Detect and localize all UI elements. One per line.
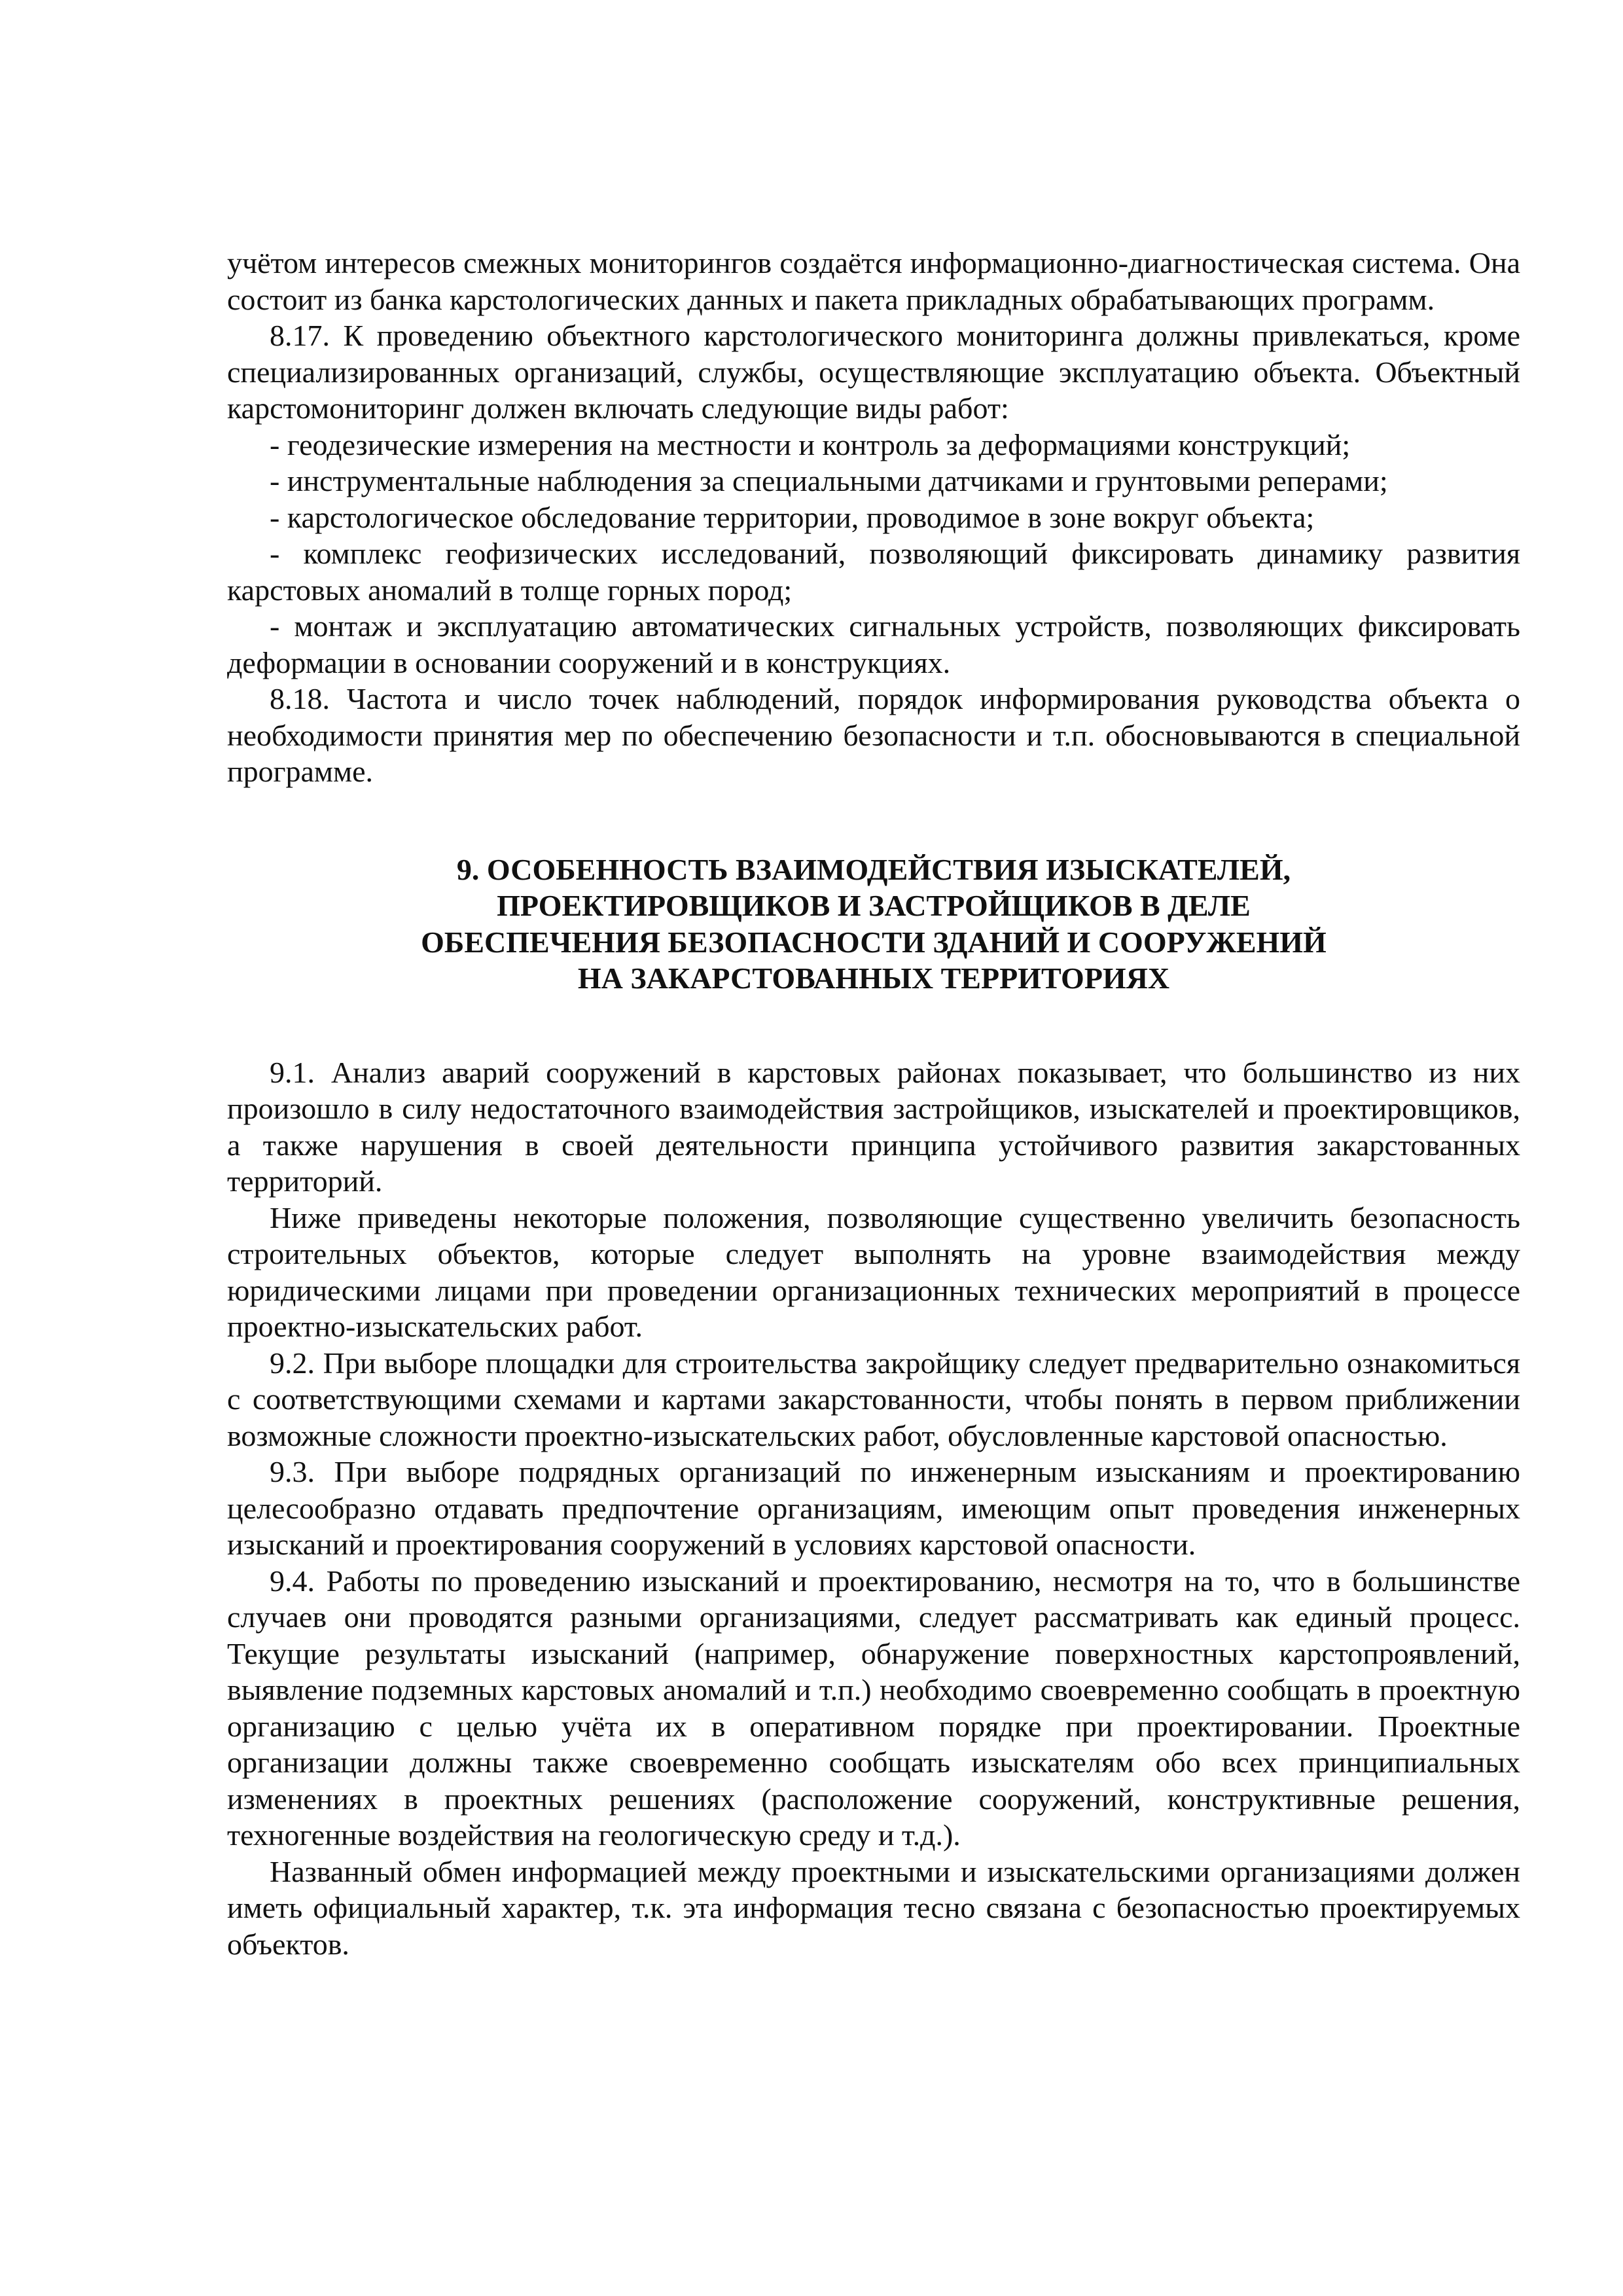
heading-line: ОБЕСПЕЧЕНИЯ БЕЗОПАСНОСТИ ЗДАНИЙ И СООРУЖЕНИЙ — [421, 925, 1327, 959]
document-page — [227, 245, 1520, 1962]
paragraph-9-2: 9.2. При выборе площадки для строительства закройщику следует предварительно ознакомиться с соответствующими схемами и картами закарстованности, чтобы понять в первом приближении возможные сложности проектно-изыскательских работ, обусловленные карстовой опасностью. — [227, 1346, 1520, 1452]
paragraph-9-4: 9.4. Работы по проведению изысканий и проектированию, несмотря на то, что в большинстве случаев они проводятся разными организациями, следует рассматривать как единый процесс. Текущие результаты изысканий (например, обнаружение поверхностных карстопроявлений, выявление подземных карстовых аномалий и т.п.) необходимо своевременно сообщать в проектную организацию с целью учёта их в оперативном порядке при проектировании. Проектные организации должны также своевременно сообщать изыскателям обо всех принципиальных изменениях в проектных решениях (расположение сооружений, конструктивные решения, техногенные воздействия на геологическую среду и т.д.). — [227, 1564, 1520, 1852]
work-types-list — [227, 427, 1520, 681]
paragraph-9-4-continued: Названный обмен информацией между проектными и изыскательскими организациями должен иметь официальный характер, т.к. эта информация тесно связана с безопасностью проектируемых объектов. — [227, 1854, 1520, 1961]
list-item: - инструментальные наблюдения за специальными датчиками и грунтовыми реперами; — [270, 464, 1388, 497]
paragraph-8-18: 8.18. Частота и число точек наблюдений, порядок информирования руководства объекта о необходимости принятия мер по обеспечению безопасности и т.п. обосновываются в специальной программе. — [227, 682, 1520, 788]
list-item: - карстологическое обследование территории, проводимое в зоне вокруг объекта; — [270, 500, 1315, 534]
heading-line: 9. ОСОБЕННОСТЬ ВЗАИМОДЕЙСТВИЯ ИЗЫСКАТЕЛЕЙ, — [456, 852, 1291, 886]
heading-line: ПРОЕКТИРОВЩИКОВ И ЗАСТРОЙЩИКОВ В ДЕЛЕ — [497, 889, 1251, 922]
list-item: - геодезические измерения на местности и контроль за деформациями конструкций; — [270, 427, 1351, 461]
heading-line: НА ЗАКАРСТОВАННЫХ ТЕРРИТОРИЯХ — [577, 961, 1170, 995]
section-9-heading — [227, 852, 1520, 997]
paragraph-8-16-continuation: учётом интересов смежных мониторингов создаётся информационно-диагностическая система. Она состоит из банка карстологических данных и пакета прикладных обрабатывающих программ. — [227, 246, 1520, 316]
paragraph-9-1-continued: Ниже приведены некоторые положения, позволяющие существенно увеличить безопасность строительных объектов, которые следует выполнять на уровне взаимодействия между юридическими лицами при проведении организационных технических мероприятий в процессе проектно-изыскательских работ. — [227, 1200, 1520, 1343]
paragraph-9-1: 9.1. Анализ аварий сооружений в карстовых районах показывает, что большинство из них произошло в силу недостаточного взаимодействия застройщиков, изыскателей и проектировщиков, а также нарушения в своей деятельности принципа устойчивого развития закарстованных территорий. — [227, 1055, 1520, 1198]
paragraph-9-3: 9.3. При выборе подрядных организаций по инженерным изысканиям и проектированию целесообразно отдавать предпочтение организациям, имеющим опыт проведения инженерных изысканий и проектирования сооружений в условиях карстовой опасности. — [227, 1455, 1520, 1561]
list-item: - монтаж и эксплуатацию автоматических сигнальных устройств, позволяющих фиксировать деформации в основании сооружений и в конструкциях. — [227, 609, 1520, 679]
list-item: - комплекс геофизических исследований, позволяющий фиксировать динамику развития карстовых аномалий в толще горных пород; — [227, 537, 1520, 607]
paragraph-8-17: 8.17. К проведению объектного карстологического мониторинга должны привлекаться, кроме специализированных организаций, службы, осуществляющие эксплуатацию объекта. Объектный карстомониторинг должен включать следующие виды работ: — [227, 319, 1520, 425]
